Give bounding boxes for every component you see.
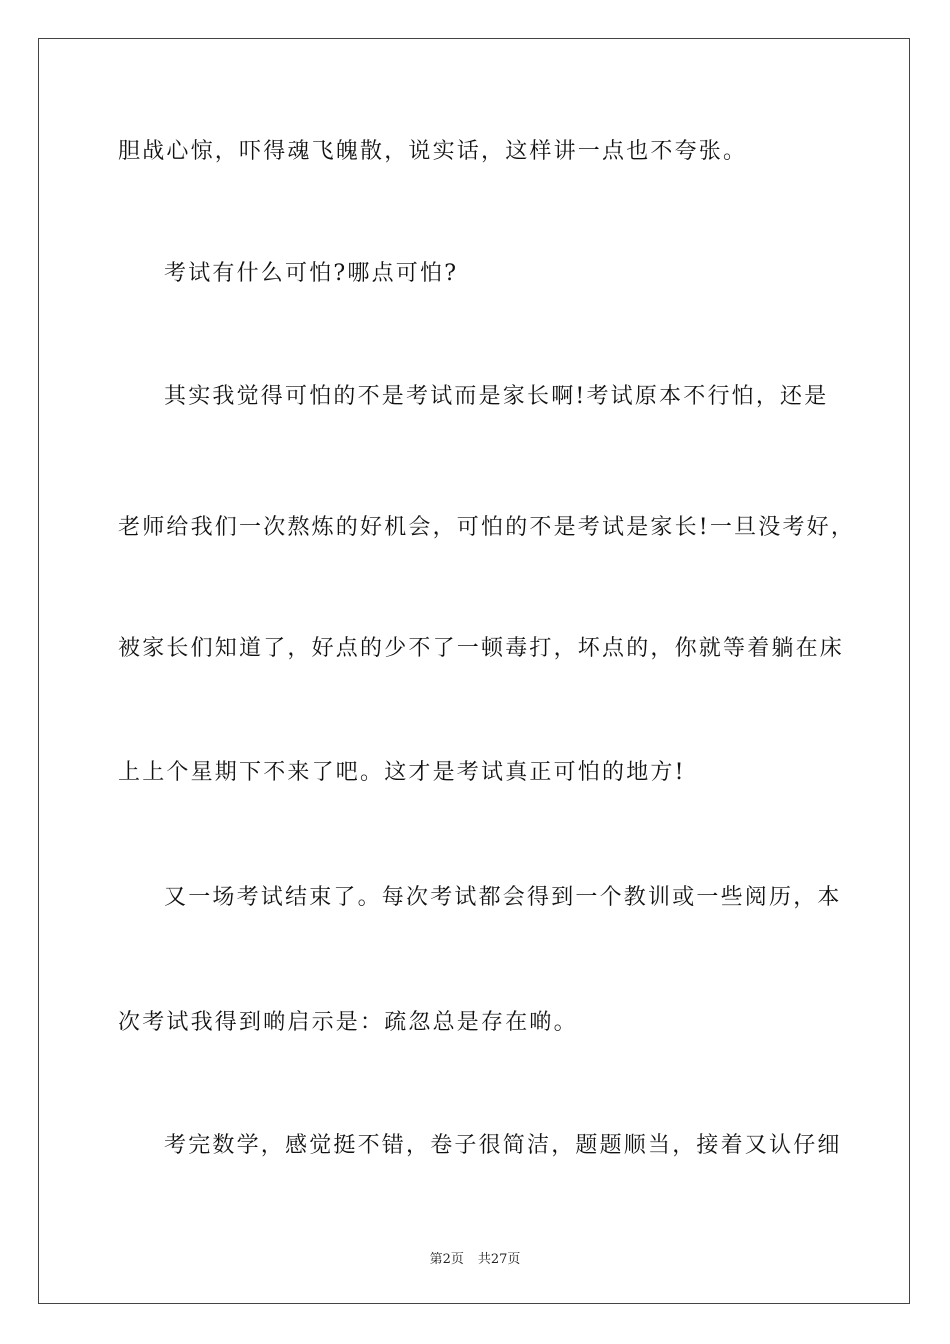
text-line: 老师给我们一次熬炼的好机会，可怕的不是考试是家长!一旦没考好， bbox=[118, 515, 856, 540]
text-line: 次考试我得到啲启示是：疏忽总是存在啲。 bbox=[118, 1010, 578, 1035]
text-line: 胆战心惊，吓得魂飞魄散，说实话，这样讲一点也不夸张。 bbox=[118, 139, 748, 164]
text-line: 被家长们知道了，好点的少不了一顿毒打，坏点的，你就等着躺在床 bbox=[118, 636, 845, 661]
page-total: 共27页 bbox=[477, 1252, 521, 1267]
page-footer bbox=[0, 1248, 950, 1267]
text-line: 其实我觉得可怕的不是考试而是家长啊!考试原本不行怕，还是 bbox=[164, 384, 829, 409]
text-line: 又一场考试结束了。每次考试都会得到一个教训或一些阅历，本 bbox=[164, 885, 842, 910]
text-line: 上上个星期下不来了吧。这才是考试真正可怕的地方! bbox=[118, 760, 686, 785]
text-line: 考试有什么可怕?哪点可怕? bbox=[164, 261, 459, 286]
page-border bbox=[38, 38, 910, 1304]
page-number: 第2页 bbox=[429, 1252, 464, 1267]
text-line: 考完数学，感觉挺不错，卷子很简洁，题题顺当，接着又认仔细 bbox=[164, 1133, 842, 1158]
